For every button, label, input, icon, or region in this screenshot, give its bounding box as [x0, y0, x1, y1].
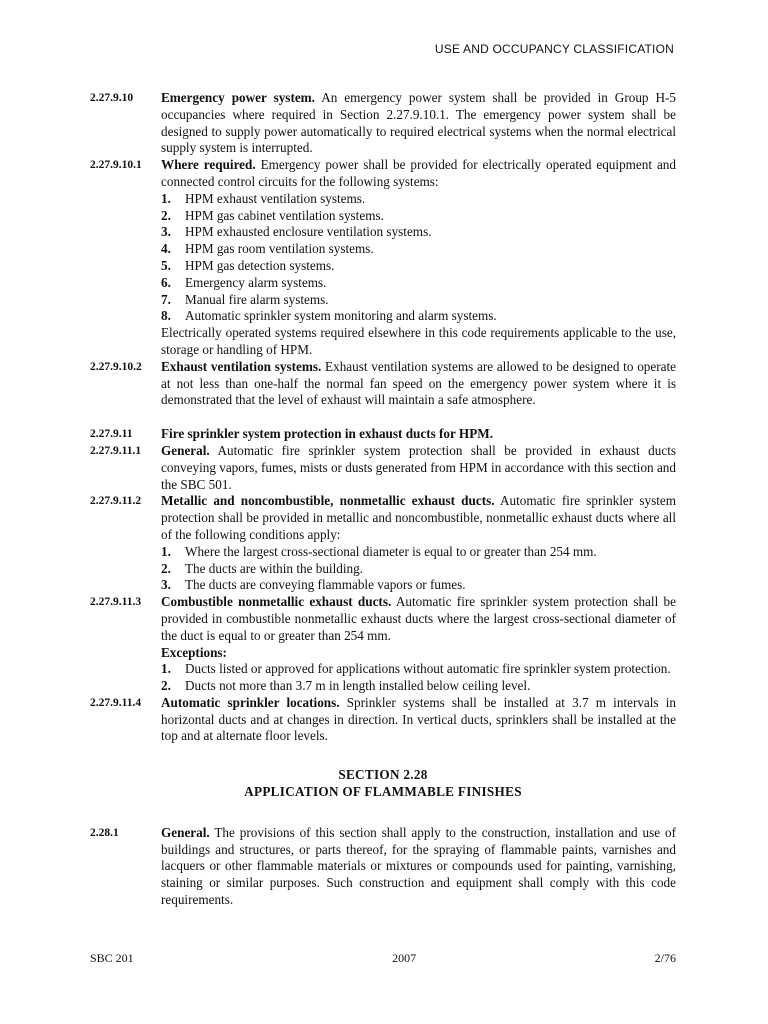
list-item — [161, 678, 676, 695]
list-text: HPM exhaust ventilation systems. — [185, 190, 366, 206]
list-text: Emergency alarm systems. — [185, 274, 327, 290]
exceptions-label: Exceptions: — [161, 644, 227, 660]
spacer — [90, 801, 676, 825]
clause-text: Automatic fire sprinkler system protection shall be provided in exhaust ducts conveying vapors, fumes, mists or dusts generated from HPM in accordance with this section and the SBC 501. — [161, 442, 676, 492]
clause-body — [161, 443, 676, 493]
section-title: SECTION 2.28 — [338, 767, 428, 783]
spacer — [90, 409, 676, 426]
conditions-list — [161, 544, 676, 594]
clause-2-28-1 — [90, 825, 676, 909]
clause-2-27-9-11-2 — [90, 493, 676, 594]
clause-heading: Emergency power system. — [161, 90, 315, 105]
clause-body — [161, 359, 676, 409]
clause-2-27-9-11-3 — [90, 594, 676, 695]
list-text: The ducts are conveying flammable vapors or fumes. — [185, 577, 466, 593]
clause-text: The provisions of this section shall apply to the construction, installation and use of buildings and structures, or parts thereof, for the spraying of flammable paints, varnishes and lacquers or other flammable materials or mixtures or compounds used for painting, varnishing, staining or similar purposes. Such construction and equipment shall comply with this code requirements. — [161, 824, 676, 908]
clause-2-27-9-10-1 — [90, 157, 676, 359]
section-subtitle: APPLICATION OF FLAMMABLE FINISHES — [244, 784, 522, 800]
list-item — [161, 292, 676, 309]
clause-body — [161, 157, 676, 359]
clause-heading: Exhaust ventilation systems. — [161, 358, 322, 374]
list-item — [161, 208, 676, 225]
clause-2-27-9-10-2 — [90, 359, 676, 409]
document-body — [90, 90, 676, 909]
clause-text: Exhaust ventilation systems are allowed to be designed to operate at not less than one-half the normal fan speed on the emergency power system where it is demonstrated that the level of exhaust will maintain a safe atmosphere. — [161, 358, 676, 408]
list-number: 5. — [161, 257, 171, 273]
list-item — [161, 561, 676, 578]
clause-heading: General. — [161, 442, 210, 458]
clause-body — [161, 426, 676, 443]
list-item — [161, 191, 676, 208]
list-text: Where the largest cross-sectional diameter is equal to or greater than 254 mm. — [185, 543, 597, 559]
clause-text: Automatic fire sprinkler system protection shall be provided in combustible nonmetallic exhaust ducts where the largest cross-sectional diameter of the duct is equal to or greater than 254 mm. — [161, 594, 676, 643]
list-text: The ducts are within the building. — [185, 560, 363, 576]
list-number: 2. — [161, 560, 171, 576]
clause-number: 2.27.9.11.3 — [90, 596, 142, 609]
list-number: 1. — [161, 543, 171, 559]
clause-heading: Automatic sprinkler locations. — [161, 694, 340, 710]
list-item — [161, 577, 676, 594]
footer-code: SBC 201 — [90, 951, 134, 965]
list-item — [161, 544, 676, 561]
page-footer — [90, 950, 676, 967]
clause-heading: General. — [161, 824, 210, 840]
list-number: 2. — [161, 678, 171, 694]
clause-number: 2.27.9.11.4 — [90, 696, 142, 709]
clause-text: Sprinkler systems shall be installed at 3.7 m intervals in horizontal ducts and at changes in direction. In vertical ducts, sprinklers shall be installed at the top and at alternate floor levels. — [161, 694, 676, 744]
running-header: USE AND OCCUPANCY CLASSIFICATION — [434, 42, 674, 56]
clause-number: 2.27.9.10.1 — [90, 159, 142, 172]
clause-2-27-9-11-1 — [90, 443, 676, 493]
list-text: Ducts listed or approved for applications without automatic fire sprinkler system protection. — [185, 661, 671, 677]
list-text: Manual fire alarm systems. — [185, 291, 329, 307]
list-number: 7. — [161, 291, 171, 307]
list-item — [161, 661, 676, 678]
clause-number: 2.28.1 — [90, 826, 119, 839]
list-item — [161, 308, 676, 325]
list-text: HPM gas room ventilation systems. — [185, 241, 374, 257]
clause-number: 2.27.9.11 — [90, 428, 133, 441]
list-number: 8. — [161, 308, 171, 324]
clause-heading: Fire sprinkler system protection in exhaust ducts for HPM. — [161, 426, 493, 442]
list-number: 1. — [161, 661, 171, 677]
list-number: 2. — [161, 207, 171, 223]
list-item — [161, 258, 676, 275]
systems-list — [161, 191, 676, 325]
clause-text: Automatic fire sprinkler system protection shall be provided in metallic and noncombustible, nonmetallic exhaust ducts where all of the following conditions apply: — [161, 493, 676, 542]
clause-2-27-9-10 — [90, 90, 676, 157]
list-item — [161, 241, 676, 258]
list-text: Automatic sprinkler system monitoring and alarm systems. — [185, 308, 497, 324]
clause-heading: Combustible nonmetallic exhaust ducts. — [161, 594, 392, 610]
list-text: HPM gas detection systems. — [185, 257, 335, 273]
clause-heading: Where required. — [161, 157, 256, 173]
exceptions-list — [161, 661, 676, 695]
clause-body — [161, 825, 676, 909]
list-text: HPM gas cabinet ventilation systems. — [185, 207, 384, 223]
list-number: 4. — [161, 241, 171, 257]
list-item — [161, 275, 676, 292]
clause-2-27-9-11 — [90, 426, 676, 443]
clause-text: Emergency power shall be provided for electrically operated equipment and connected control circuits for the following systems: — [161, 157, 676, 189]
clause-number: 2.27.9.11.1 — [90, 444, 142, 457]
list-item — [161, 224, 676, 241]
spacer — [90, 745, 676, 767]
list-number: 1. — [161, 190, 171, 206]
clause-body — [161, 594, 676, 695]
list-number: 3. — [161, 224, 171, 240]
clause-body — [161, 493, 676, 594]
list-number: 3. — [161, 577, 171, 593]
footer-year: 2007 — [392, 951, 417, 965]
clause-heading: Metallic and noncombustible, nonmetallic exhaust ducts. — [161, 493, 495, 509]
list-text: HPM exhausted enclosure ventilation systems. — [185, 224, 432, 240]
clause-text-after: Electrically operated systems required elsewhere in this code requirements applicable to the use, storage or handling of HPM. — [161, 325, 676, 357]
clause-number: 2.27.9.11.2 — [90, 495, 142, 508]
list-text: Ducts not more than 3.7 m in length installed below ceiling level. — [185, 678, 531, 694]
clause-body — [161, 90, 676, 157]
clause-body — [161, 695, 676, 745]
clause-text: An emergency power system shall be provided in Group H-5 occupancies where required in Section 2.27.9.10.1. The emergency power system shall be designed to supply power automatically to required electrical systems when the normal electrical supply system is interrupted. — [161, 90, 676, 156]
clause-number: 2.27.9.10 — [90, 92, 134, 104]
list-number: 6. — [161, 274, 171, 290]
clause-number: 2.27.9.10.2 — [90, 360, 142, 373]
page-number: 2/76 — [654, 951, 676, 965]
clause-2-27-9-11-4 — [90, 695, 676, 745]
